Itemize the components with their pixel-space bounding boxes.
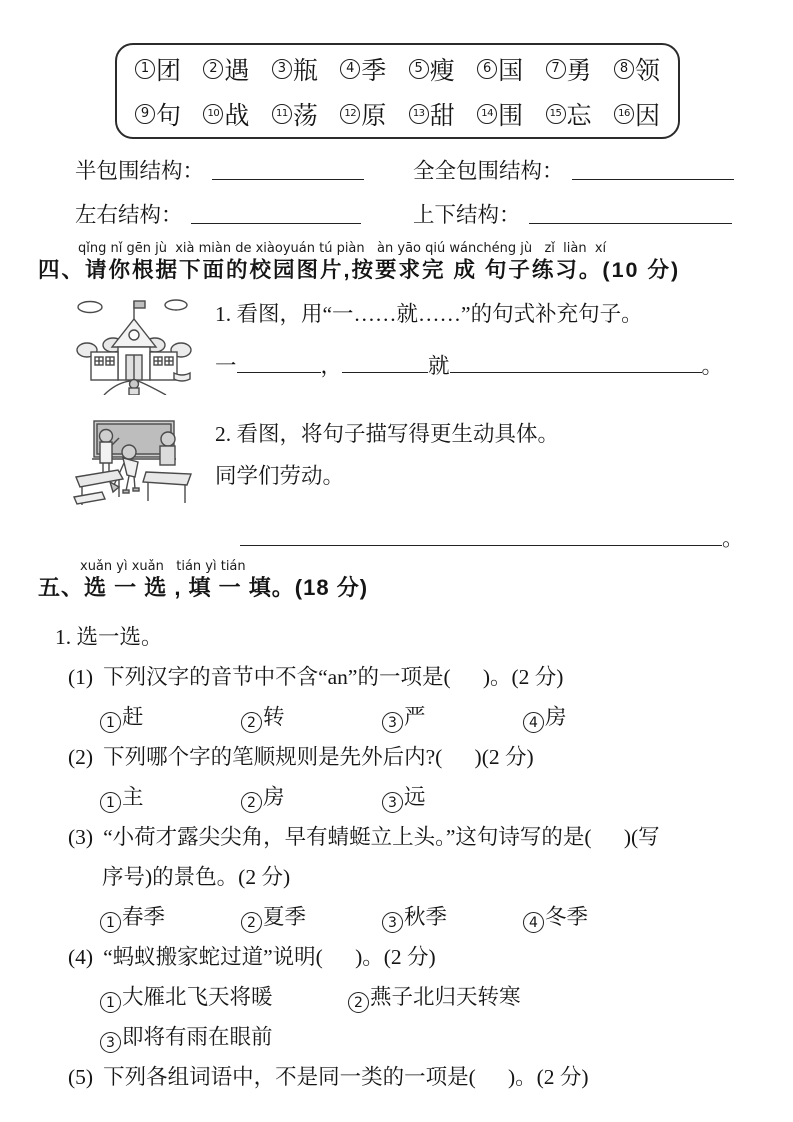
circled-number: 2: [241, 792, 262, 813]
fill-jiu: 就: [428, 354, 450, 378]
circled-number: 6: [477, 59, 497, 79]
fill-period: 。: [701, 354, 724, 378]
circled-number: 14: [477, 104, 497, 124]
option-row: [100, 897, 793, 937]
character-glyph: 季: [361, 57, 387, 85]
option-text: 房: [263, 784, 285, 809]
option-text: 转: [263, 704, 285, 729]
section5-sub1: 1. 选一选。: [55, 624, 163, 649]
character-glyph: 团: [156, 57, 182, 85]
option-text: 远: [404, 784, 426, 809]
character-bank-box: [115, 43, 680, 139]
option-text: 夏季: [263, 904, 307, 929]
stem-text: 下列汉字的音节中不含“an”的一项是( )。(2 分): [103, 664, 564, 689]
structure-fill-item: [413, 191, 740, 235]
circled-number: 4: [523, 712, 544, 733]
option-item: [100, 697, 241, 737]
circled-number: 3: [382, 792, 403, 813]
option-item: [382, 697, 523, 737]
question-stem: [68, 1057, 793, 1097]
structure-fill-item: [75, 147, 413, 191]
character-bank-rows: [135, 46, 660, 136]
character-glyph: 领: [634, 57, 660, 85]
question2-answer-line: [240, 523, 793, 551]
stem-text: “小荷才露尖尖角，早有蜻蜓立上头。”这句诗写的是( )(写: [103, 824, 660, 849]
answer-blank: [212, 158, 364, 181]
answer-blank: [572, 158, 734, 181]
option-item: [100, 777, 241, 817]
character-bank-row: [135, 46, 660, 91]
option-item: [382, 897, 523, 937]
answer-blank: [191, 202, 361, 225]
option-item: [241, 897, 382, 937]
fill-pre: 一: [215, 354, 237, 378]
stem-text: 下列各组词语中，不是同一类的一项是( )。(2 分): [103, 1064, 589, 1089]
character-item: [340, 96, 386, 132]
circled-number: 2: [203, 59, 223, 79]
circled-number: 16: [614, 104, 634, 124]
answer-blank: [240, 523, 722, 546]
circled-number: 10: [203, 104, 223, 124]
character-item: [272, 96, 318, 132]
option-row: [100, 697, 793, 737]
character-glyph: 围: [498, 102, 524, 130]
section4-question2: [72, 415, 793, 515]
structure-label: 全全包围结构：: [413, 158, 564, 183]
circled-number: 3: [382, 712, 403, 733]
character-item: [409, 96, 455, 132]
section5-pinyin: xuǎn yì xuǎn tián yì tián: [80, 558, 246, 574]
character-item: [546, 96, 592, 132]
option-item: [523, 897, 664, 937]
character-glyph: 荡: [292, 102, 318, 130]
character-item: [135, 51, 181, 87]
option-text: 秋季: [404, 904, 448, 929]
character-item: [546, 51, 592, 87]
character-item: [135, 96, 181, 132]
circled-number: 1: [135, 59, 155, 79]
circled-number: 3: [382, 912, 403, 933]
option-text: 大雁北飞天将暖: [122, 984, 273, 1009]
question-(3): [68, 817, 793, 937]
circled-number: 13: [409, 104, 429, 124]
option-text: 房: [545, 704, 567, 729]
question-(2): [68, 737, 793, 817]
question2-subject: 同学们劳动。: [215, 464, 345, 488]
fill-comma: ，: [320, 354, 343, 378]
option-text: 赶: [122, 704, 144, 729]
structure-label: 半包围结构：: [75, 158, 205, 183]
character-item: [477, 96, 523, 132]
circled-number: 11: [272, 104, 292, 124]
question1-prompt: 1. 看图，用“一……就……”的句式补充句子。: [215, 302, 643, 326]
circled-number: 9: [135, 104, 155, 124]
option-row: [100, 1017, 793, 1057]
character-item: [614, 51, 660, 87]
option-item: [382, 777, 523, 817]
question-stem: [68, 937, 793, 977]
character-item: [409, 51, 455, 87]
circled-number: 5: [409, 59, 429, 79]
option-text: 主: [122, 784, 144, 809]
question-stem: [68, 737, 793, 777]
structure-fill-item: [75, 191, 413, 235]
character-glyph: 瘦: [429, 57, 455, 85]
character-item: [272, 51, 318, 87]
circled-number: 8: [614, 59, 634, 79]
character-glyph: 原: [361, 102, 387, 130]
character-glyph: 忘: [566, 102, 592, 130]
option-text: 冬季: [545, 904, 589, 929]
circled-number: 3: [100, 1032, 121, 1053]
character-glyph: 瓶: [292, 57, 318, 85]
option-item: [241, 697, 382, 737]
circled-number: 4: [340, 59, 360, 79]
question-number: (2): [68, 744, 94, 769]
character-item: [477, 51, 523, 87]
stem-text: 下列哪个字的笔顺规则是先外后内?( )(2 分): [103, 744, 534, 769]
question-(5): [68, 1057, 793, 1097]
section4-title: 四、请你根据下面的校园图片,按要求完 成 句子练习。(10 分): [38, 258, 681, 282]
option-item: [100, 897, 241, 937]
circled-number: 4: [523, 912, 544, 933]
option-item: [100, 1017, 348, 1057]
structure-fill-grid: [75, 147, 740, 235]
character-item: [203, 96, 249, 132]
question-number: (4): [68, 944, 94, 969]
character-glyph: 因: [634, 102, 660, 130]
character-item: [203, 51, 249, 87]
structure-label: 左右结构：: [75, 202, 183, 227]
question-number: (1): [68, 664, 94, 689]
option-text: 严: [404, 704, 426, 729]
character-glyph: 遇: [224, 57, 250, 85]
circled-number: 1: [100, 912, 121, 933]
circled-number: 2: [241, 712, 262, 733]
character-item: [614, 96, 660, 132]
character-bank-row: [135, 91, 660, 136]
option-item: [523, 697, 664, 737]
question-stem: [68, 817, 793, 857]
question2-prompt: 2. 看图，将句子描写得更生动具体。: [215, 422, 560, 446]
character-glyph: 战: [224, 102, 250, 130]
question-stem: [102, 857, 793, 897]
option-item: [348, 977, 596, 1017]
option-text: 即将有雨在眼前: [122, 1024, 273, 1049]
period: 。: [722, 526, 744, 551]
question-(1): [68, 657, 793, 737]
option-item: [241, 777, 382, 817]
circled-number: 1: [100, 792, 121, 813]
option-text: 燕子北归天转寒: [370, 984, 521, 1009]
circled-number: 15: [546, 104, 566, 124]
answer-blank: [450, 350, 702, 373]
stem-text: “蚂蚁搬家蛇过道”说明( )。(2 分): [103, 944, 436, 969]
circled-number: 7: [546, 59, 566, 79]
option-text: 春季: [122, 904, 166, 929]
question1-fill-line: [215, 349, 723, 380]
classroom-illustration: [72, 415, 195, 515]
circled-number: 1: [100, 712, 121, 733]
answer-blank: [342, 350, 428, 373]
question-number: (3): [68, 824, 94, 849]
question-(4): [68, 937, 793, 1057]
question2-text: [215, 415, 559, 515]
section4-question1: [72, 295, 793, 395]
character-item: [340, 51, 386, 87]
option-row: [100, 777, 793, 817]
section5-question-list: [68, 657, 793, 1097]
question-number: (5): [68, 1064, 94, 1089]
question-stem: [68, 657, 793, 697]
answer-blank: [237, 350, 321, 373]
circled-number: 1: [100, 992, 121, 1013]
character-glyph: 句: [156, 102, 182, 130]
school-illustration: [72, 295, 195, 395]
option-item: [100, 977, 348, 1017]
option-row: [100, 977, 793, 1017]
section4-pinyin: qǐng nǐ gēn jù xià miàn de xiàoyuán tú piàn àn yāo qiú wánchéng jù zǐ liàn xí: [78, 241, 607, 256]
circled-number: 3: [272, 59, 292, 79]
circled-number: 2: [241, 912, 262, 933]
circled-number: 2: [348, 992, 369, 1013]
stem-text: 序号)的景色。(2 分): [102, 864, 291, 889]
structure-fill-item: [413, 147, 740, 191]
character-glyph: 勇: [566, 57, 592, 85]
character-glyph: 甜: [429, 102, 455, 130]
question1-text: [215, 295, 723, 395]
answer-blank: [529, 202, 732, 225]
character-glyph: 国: [498, 57, 524, 85]
circled-number: 12: [340, 104, 360, 124]
section5-title: 五、选 一 选 , 填 一 填。(18 分): [38, 574, 369, 600]
structure-label: 上下结构：: [413, 202, 521, 227]
